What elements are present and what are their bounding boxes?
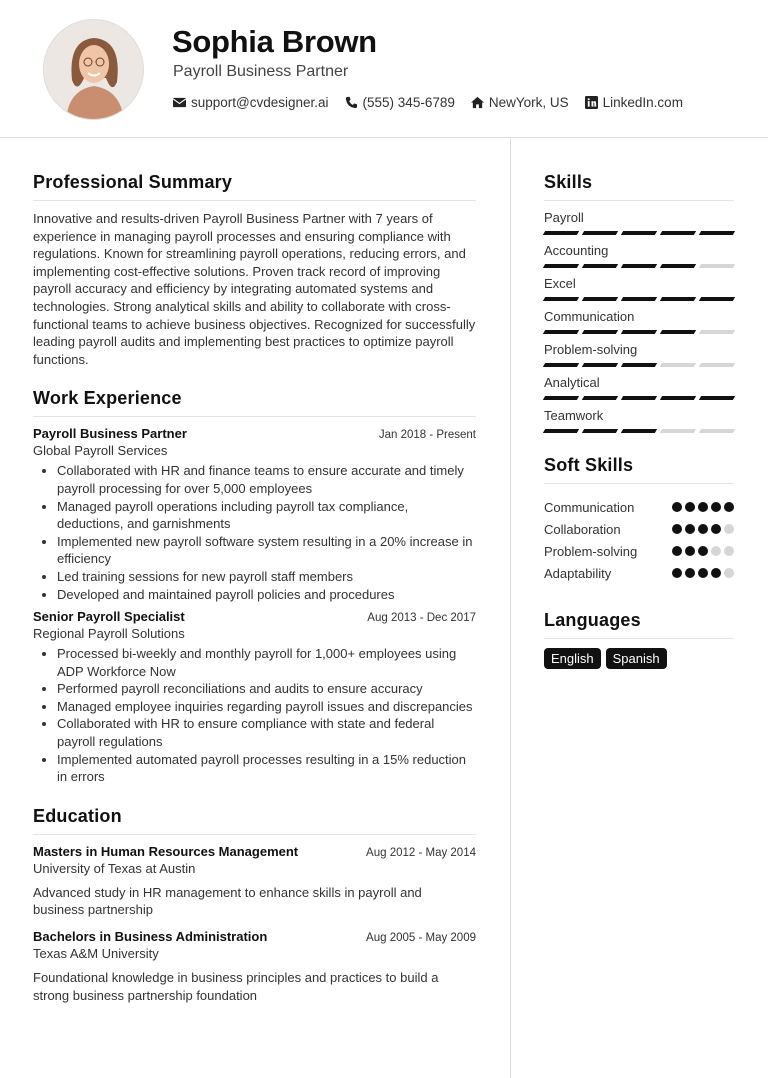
soft-skill-name: Adaptability [544,565,612,581]
summary-text: Innovative and results-driven Payroll Business Partner with 7 years of experience in managing payroll processes and ensuring compliance with regulations. Known for streamlining payroll operations, reducing errors, and implementing cost-effective solutions. Proven track record of improving payroll accuracy and efficiency by integrating automated systems and technologies. Strong analytical skills and ability to collaborate with cross-functional teams to achieve business objectives. Recognized for successfully leading payroll audits and implementing best practices to optimize payroll functions. [33,211,476,367]
skill-item [544,309,734,334]
rating-dot [672,502,682,512]
contact-location-text: NewYork, US [488,95,569,110]
envelope-icon [173,96,186,109]
rating-dot [685,524,695,534]
rating-dot [711,524,721,534]
skill-name: Analytical [544,375,600,390]
job-title: Senior Payroll Specialist [33,609,185,625]
rating-dot [724,568,734,578]
skill-level-segment [582,297,618,301]
skill-item [544,375,734,400]
skill-level-segment [543,396,579,400]
candidate-name: Sophia Brown [172,24,377,59]
summary-heading: Professional Summary [33,172,476,201]
skill-name: Accounting [544,243,609,258]
job-bullet: • Implemented automated payroll processes resulting in a 15% reduction in errors [57,751,476,786]
skill-level-bar [544,363,734,367]
soft-skill-item [544,540,734,562]
rating-dot [711,546,721,556]
profile-photo [43,19,144,120]
contact-linkedin-text: LinkedIn.com [602,95,683,110]
skill-name: Payroll [544,210,584,225]
job-company: Global Payroll Services [33,443,168,459]
education-header [33,844,476,859]
skill-level-bar [544,330,734,334]
skill-level-segment [699,231,735,235]
soft-skills-heading: Soft Skills [544,455,734,484]
skill-level-segment [621,363,657,367]
soft-skill-name: Communication [544,499,635,515]
sidebar-column [544,172,734,689]
skill-level-segment [699,363,735,367]
candidate-title: Payroll Business Partner [173,63,349,80]
skill-item [544,210,734,235]
job-date: Jan 2018 - Present [378,429,476,442]
contact-location [471,95,569,110]
rating-dot [698,568,708,578]
main-column [33,172,476,1024]
job-entry [33,426,476,603]
rating-dot [724,546,734,556]
skill-level-segment [621,264,657,268]
skill-level-bar [544,429,734,433]
skill-level-segment [699,330,735,334]
skill-level-segment [582,231,618,235]
skill-level-segment [543,231,579,235]
skill-level-segment [621,297,657,301]
contact-linkedin[interactable] [585,95,683,110]
skill-name: Teamwork [544,408,604,423]
experience-heading: Work Experience [33,388,476,417]
skill-level-segment [621,330,657,334]
skill-level-segment [621,429,657,433]
skill-level-segment [543,429,579,433]
soft-skill-rating [672,524,734,534]
rating-dot [698,524,708,534]
skill-level-segment [660,396,696,400]
education-description: Advanced study in HR management to enhance skills in payroll and business partnership [33,884,422,918]
contact-list [173,95,683,110]
job-bullets [57,645,476,786]
skill-item [544,276,734,301]
education-description: Foundational knowledge in business principles and practices to build a strong business partnership foundation [33,970,439,1003]
linkedin-icon [585,96,598,109]
job-bullet: • Collaborated with HR and finance teams to ensure accurate and timely payroll processing for over 5,000 employees [57,462,476,497]
job-bullet: • Collaborated with HR to ensure compliance with state and federal payroll regulations [57,715,476,750]
skill-level-segment [660,363,696,367]
skills-section [544,172,734,433]
language-tag: English [544,648,601,669]
rating-dot [685,546,695,556]
skill-name: Problem-solving [544,342,638,357]
contact-phone[interactable] [345,95,455,110]
column-divider [510,138,511,1078]
rating-dot [698,546,708,556]
skill-level-bar [544,297,734,301]
job-bullet: • Performed payroll reconciliations and audits to ensure accuracy [57,680,476,698]
skill-level-segment [582,330,618,334]
rating-dot [685,502,695,512]
soft-skill-item [544,496,734,518]
skill-level-segment [699,429,735,433]
education-header [33,929,476,944]
job-bullet: • Led training sessions for new payroll staff members [57,568,476,586]
rating-dot [698,502,708,512]
skill-level-segment [543,363,579,367]
skill-level-bar [544,264,734,268]
rating-dot [711,502,721,512]
phone-icon [345,96,358,109]
soft-skills-section [544,455,734,584]
rating-dot [685,568,695,578]
job-title: Payroll Business Partner [33,426,187,442]
rating-dot [711,568,721,578]
education-section [33,806,476,1004]
rating-dot [724,524,734,534]
job-header [33,426,476,441]
soft-skill-name: Problem-solving [544,543,638,559]
degree-title: Masters in Human Resources Management [33,843,299,859]
skill-level-segment [660,231,696,235]
skill-level-bar [544,396,734,400]
resume-header [0,0,768,138]
job-bullets [57,462,476,603]
job-date: Aug 2013 - Dec 2017 [367,612,476,625]
job-entry [33,609,476,786]
job-bullet: • Managed employee inquiries regarding payroll issues and discrepancies [57,698,476,716]
soft-skill-rating [672,546,734,556]
skill-name: Excel [544,276,576,291]
skill-level-segment [543,264,579,268]
contact-phone-text: (555) 345-6789 [362,95,455,110]
job-company: Regional Payroll Solutions [33,626,185,642]
soft-skill-item [544,518,734,540]
skill-name: Communication [544,309,635,324]
education-heading: Education [33,806,476,835]
job-bullet: • Implemented new payroll software system resulting in a 20% increase in efficiency [57,533,476,568]
skill-level-segment [660,297,696,301]
contact-email[interactable] [173,95,329,110]
rating-dot [672,524,682,534]
skills-heading: Skills [544,172,734,201]
education-date: Aug 2012 - May 2014 [366,846,476,859]
skill-level-segment [543,297,579,301]
education-date: Aug 2005 - May 2009 [366,932,476,945]
soft-skill-rating [672,502,734,512]
soft-skill-name: Collaboration [544,521,621,537]
skill-level-bar [544,231,734,235]
languages-section [544,610,734,669]
job-bullet: • Processed bi-weekly and monthly payroll for 1,000+ employees using ADP Workforce Now [57,645,476,680]
skill-item [544,243,734,268]
skill-level-segment [660,330,696,334]
job-header [33,609,476,624]
job-bullet: • Managed payroll operations including payroll tax compliance, deductions, and garnishments [57,498,476,533]
contact-email-text: support@cvdesigner.ai [191,95,329,110]
job-bullet: • Developed and maintained payroll policies and procedures [57,586,476,604]
experience-section [33,388,476,786]
degree-title: Bachelors in Business Administration [33,929,268,945]
skill-level-segment [621,231,657,235]
skill-level-segment [699,264,735,268]
skill-level-segment [582,363,618,367]
summary-section [33,172,476,368]
skill-level-segment [660,429,696,433]
skill-level-segment [582,396,618,400]
rating-dot [672,568,682,578]
education-entry [33,844,476,919]
home-icon [471,96,484,109]
skill-item [544,342,734,367]
skill-level-segment [621,396,657,400]
skill-level-segment [582,264,618,268]
rating-dot [724,502,734,512]
soft-skill-item [544,562,734,584]
skill-level-segment [660,264,696,268]
school-name: University of Texas at Austin [33,860,196,876]
rating-dot [672,546,682,556]
education-entry [33,929,476,1004]
skill-level-segment [582,429,618,433]
school-name: Texas A&M University [33,946,159,962]
skill-item [544,408,734,433]
skill-level-segment [699,297,735,301]
skill-level-segment [699,396,735,400]
skill-level-segment [543,330,579,334]
languages-heading: Languages [544,610,734,639]
language-tag: Spanish [606,648,667,669]
soft-skill-rating [672,568,734,578]
